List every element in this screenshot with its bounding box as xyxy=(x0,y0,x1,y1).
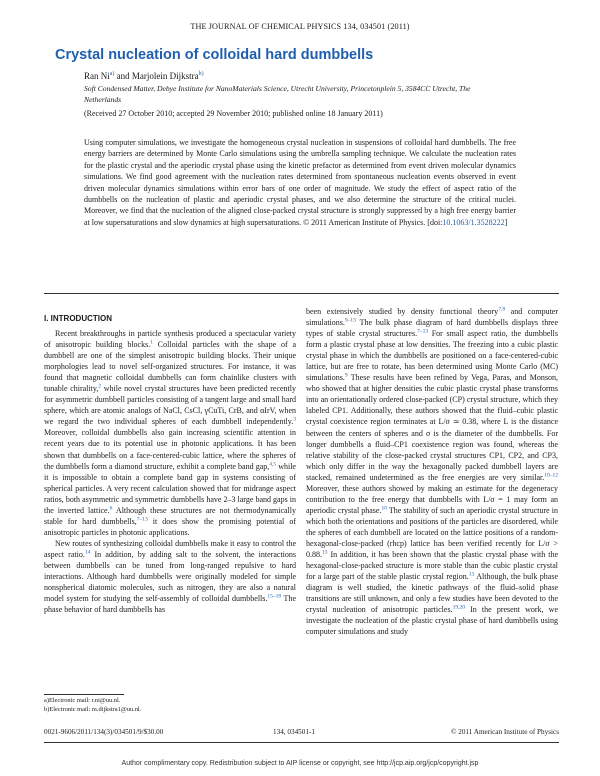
text-run: Although, the bulk phase diagram is well studied, the kinetic pathways of the fluid–solid phase transitions are still unknown, and only a few studies have been devoted to the crystal nucleation of anisotropic particles. xyxy=(306,572,558,615)
section-heading: I. INTRODUCTION xyxy=(44,314,112,323)
author-list xyxy=(84,71,204,81)
author-separator: and xyxy=(114,71,132,81)
text-run: In addition, it has been shown that the plastic crystal phase with the hexagonal-close-packed structure is more stable than the cubic plastic crystal for a large part of the stable plastic crystal region. xyxy=(306,550,558,582)
left-column xyxy=(44,328,296,615)
footnote-marker[interactable]: a) xyxy=(109,71,115,77)
abstract-text: Using computer simulations, we investigate the homogeneous crystal nucleation in suspensions of colloidal hard dumbbells. The free energy barriers are determined by Monte Carlo simulations using the umbrella sampling technique. We calculate the nucleation rates for the plastic crystal and the aperiodic crystal phase using the kinetic prefactor as determined from event driven molecular dynamics simulations. We find good agreement with the nucleation rates determined from spontaneous nucleation events observed in event driven molecular dynamics simulations within error bars of one order of magnitude. We study the effect of aspect ratio of the dumbbells on the nucleation of plastic and aperiodic crystal phases, and we also determine the structure of the critical nuclei. Moreover, we find that the nucleation of the aligned close-packed crystal structure is strongly suppressed by a high free energy barrier at low supersaturations and slow dynamics at high supersaturations. © 2011 American Institute of Physics. xyxy=(84,138,516,227)
author-name: Marjolein Dijkstra xyxy=(131,71,199,81)
footnote-marker[interactable]: b) xyxy=(198,71,204,77)
footnote: a)Electronic mail: r.ni@uu.nl. xyxy=(44,697,121,704)
received-dates: (Received 27 October 2010; accepted 29 November 2010; published online 18 January 2011) xyxy=(84,109,383,118)
doi-link[interactable]: 10.1063/1.3528222 xyxy=(442,217,505,227)
running-head: THE JOURNAL OF CHEMICAL PHYSICS 134, 034501 (2011) xyxy=(190,22,410,31)
text-run: In addition, by adding salt to the solvent, the interactions between dumbbells can be tuned from long-ranged repulsive to hard interactions. Although hard dumbbells were originally modeled for simple nonspherical diatomic molecules, such as nitrogen, they are also a natural model system for studying the self-assembly of colloidal dumbbells. xyxy=(44,549,296,604)
reference-link[interactable]: 15–18 xyxy=(267,593,282,600)
text-run: and computer simulations. xyxy=(306,307,559,328)
author-name: Ran Ni xyxy=(84,71,110,81)
doi-prefix: [doi: xyxy=(425,217,443,227)
paragraph xyxy=(306,306,558,637)
reference-link[interactable]: 10–12 xyxy=(544,472,558,479)
paragraph xyxy=(44,328,296,538)
text-run: Although these structures are not thermodynamically stable for hard dumbbells, xyxy=(44,505,296,526)
text-run: New routes of synthesizing colloidal dumbbells make it easy to control the aspect ratio. xyxy=(44,538,296,559)
right-column xyxy=(306,306,558,637)
footer-page-number: 134, 034501-1 xyxy=(273,728,315,736)
text-run: Moreover, colloidal dumbbells also gain increasing scientific attention in recent years due to its potential use in photonic applications. It has been shown that dumbbells on a face-centered-cubic lattice, where the spheres of the dumbbells form a diamond structure, exhibit a complete band gap, xyxy=(44,428,296,471)
reference-link[interactable]: 4,5 xyxy=(269,460,277,467)
article-title: Crystal nucleation of colloidal hard dumbbells xyxy=(55,47,374,63)
reference-link[interactable]: 13 xyxy=(468,571,475,578)
text-run: while it is impossible to obtain a complete band gap in systems consisting of spherical particles. A very recent calculation showed that for midrange aspect ratios, both asymmetric and symmetric dumbbells have 2–3 large band gaps in the inverted lattice. xyxy=(44,461,296,515)
footer-issn: 0021-9606/2011/134(3)/034501/9/$30.00 xyxy=(44,728,164,736)
reference-link[interactable]: 14 xyxy=(84,549,91,556)
affiliation: Soft Condensed Matter, Debye Institute for NanoMaterials Science, Utrecht University, Princetonplein 5, 3584CC Utrecht, The Netherlands xyxy=(84,84,471,104)
reference-link[interactable]: 3 xyxy=(293,416,296,423)
text-run: In the present work, we investigate the nucleation of the plastic crystal phase of hard dumbbells using computer simulations and study xyxy=(306,605,559,637)
text-run: These results have been refined by Vega, Paras, and Monson, who showed that at higher densities the cubic plastic crystal phase transforms into an orientationally ordered close-packed (CP) crystal structure, which they labeled CP1. Additionally, these authors showed that the fluid–cubic plastic crystal coexistence region terminates at L/σ ≃ 0.38, where L is the distance between the centers of spheres and σ is the diameter of the dumbbells. For longer dumbbells a fluid–CP1 coexistence region was found, whereas the relative stability of the close-packed crystal structures CP1, CP2, and CP3, which only differ in the way the hexagonally packed dumbbell layers are stacked, remained undetermined as the free energies are very similar. xyxy=(306,373,558,482)
reference-link[interactable]: 7–13 xyxy=(136,516,148,523)
paragraph xyxy=(44,538,296,615)
text-run: Moreover, these authors showed by making an estimate for the degeneracy contribution to the free energy that dumbbells with L/σ = 1 may form an aperiodic crystal phase. xyxy=(306,483,558,515)
footnote-divider xyxy=(44,694,124,695)
text-run: Recent breakthroughs in particle synthesis produced a spectacular variety of anisotropic building blocks. xyxy=(44,329,296,350)
reference-link[interactable]: 7,8 xyxy=(498,306,506,313)
footer-copyright: © 2011 American Institute of Physics xyxy=(450,728,559,736)
reference-link[interactable]: 9 xyxy=(344,372,348,379)
footnote: b)Electronic mail: m.dijkstra1@uu.nl. xyxy=(44,706,142,713)
divider xyxy=(44,293,559,294)
reference-link[interactable]: 2 xyxy=(98,383,102,390)
text-run: Colloidal particles with the shape of a dumbbell are one of the simplest anisotropic building blocks. Their unique morphologies lead to novel self-organized structures. For instance, it was found that magnetic colloidal dumbbells can form chainlike clusters with tunable chirality, xyxy=(44,340,296,394)
text-run: The stability of such an aperiodic crystal structure in which both the orientations and positions of the particles are disordered, while the spheres of each dumbbell are located on the lattice positions of a random-hexagonal-close-packed (rhcp) lattice has been verified recently for L/σ > 0.88. xyxy=(306,505,558,560)
text-run: it does show the promising potential of anisotropic particles in photonic applications. xyxy=(44,516,296,537)
reference-link[interactable]: 1 xyxy=(150,339,153,346)
doi-suffix: ] xyxy=(504,217,508,227)
copyright-notice: Author complimentary copy. Redistribution subject to AIP license or copyright, see http://jcp.aip.org/jcp/copyright.jsp xyxy=(121,760,479,767)
divider xyxy=(44,742,559,743)
abstract xyxy=(84,137,516,228)
reference-link[interactable]: 10 xyxy=(381,505,387,512)
text-run: For small aspect ratio, the dumbbells form a plastic crystal phase at low densities. The freezing into a cubic plastic crystal phase in which the dumbbells are positioned on a face-centered-cubic lattice, but are free to rotate, has been determined using Monte Carlo (MC) simulations. xyxy=(306,329,559,383)
reference-link[interactable]: 13 xyxy=(322,549,328,556)
reference-link[interactable]: 6 xyxy=(109,505,113,512)
reference-link[interactable]: 9–13 xyxy=(344,317,356,324)
text-run: been extensively studied by density functional theory xyxy=(306,307,499,316)
text-run: The bulk phase diagram of hard dumbbells displays three types of stable crystal structures. xyxy=(306,318,558,339)
reference-link[interactable]: 7–13 xyxy=(417,328,429,335)
text-run: The phase behavior of hard dumbbells has xyxy=(44,594,296,615)
text-run: while novel crystal structures have been predicted recently for asymmetric dumbbell particles consisting of a tangent large and small hard sphere, which are atomic analogs of NaCl, CsCl, γCuTi, CrB, and αIrV, when we regard the two individual spheres of each dumbbell independently. xyxy=(44,384,297,427)
reference-link[interactable]: 19,20 xyxy=(452,604,465,611)
